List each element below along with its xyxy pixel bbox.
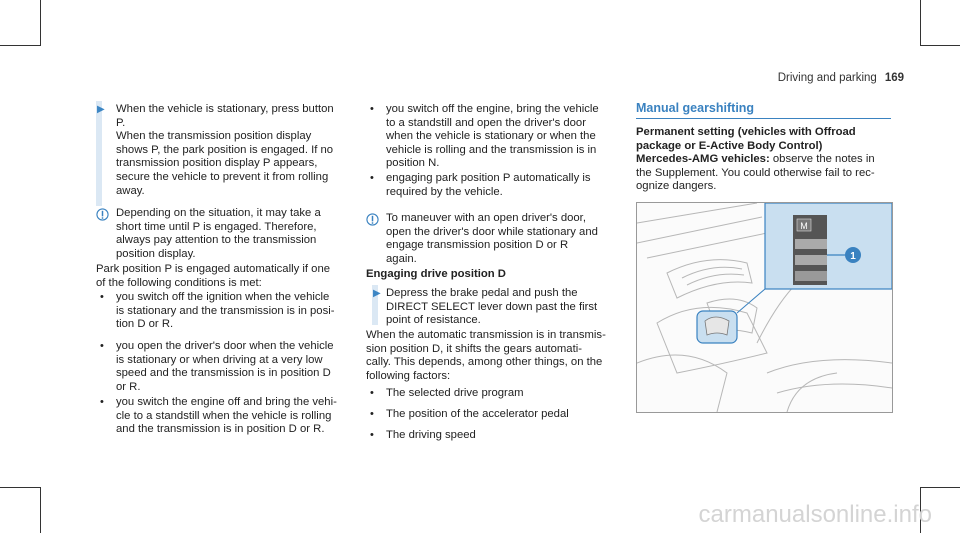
text-line: cle to a standstill when the vehicle is rolling — [116, 409, 332, 422]
bullet: • — [370, 172, 374, 184]
step-bar — [96, 101, 102, 206]
text-line: or R. — [116, 380, 141, 393]
list-item — [116, 396, 337, 437]
bullet: • — [100, 340, 104, 352]
text-line: engage transmission position D or R — [386, 239, 569, 252]
text-line: is stationary and the transmission is in posi- — [116, 304, 335, 317]
list-item — [386, 172, 591, 199]
text-line: sion position D, it shifts the gears automati- — [366, 342, 582, 355]
text-line: engaging park position P automatically is — [386, 172, 591, 184]
bullet: • — [370, 408, 374, 420]
text-line: When the transmission position display — [116, 130, 312, 143]
text-line: When the vehicle is stationary, press button — [116, 103, 334, 115]
section-name: Driving and parking — [777, 72, 877, 84]
text-line: always pay attention to the transmission — [116, 234, 317, 247]
text-line: cally. This depends, among other things, on the — [366, 356, 603, 369]
arrow-icon: ▶ — [97, 104, 105, 115]
list-item: The position of the accelerator pedal — [386, 408, 569, 420]
list-item — [386, 103, 599, 171]
callout-number: 1 — [850, 251, 856, 262]
text-line: is stationary or when driving at a very low — [116, 353, 323, 366]
bullet: • — [370, 387, 374, 399]
bold-line: Permanent setting (vehicles with Offroad — [636, 126, 856, 138]
text-line: position display. — [116, 247, 196, 260]
step-instruction — [386, 287, 597, 328]
bullet: • — [370, 429, 374, 441]
text-line: following factors: — [366, 369, 451, 382]
text-line: When the automatic transmission is in transmis- — [366, 329, 606, 341]
note-text — [386, 212, 598, 266]
bullet: • — [100, 291, 104, 303]
text-line: ognize dangers. — [636, 180, 717, 193]
text-line: the Supplement. You could otherwise fail to rec- — [636, 166, 875, 179]
bullet: • — [370, 103, 374, 115]
text-line: open the driver's door while stationary and — [386, 225, 598, 238]
text-line: short time until P is engaged. Therefore, — [116, 220, 317, 233]
text-line: you open the driver's door when the vehicle — [116, 340, 334, 352]
intro-paragraph — [96, 263, 330, 290]
text-line: of the following conditions is met: — [96, 276, 262, 289]
text-line: position N. — [386, 157, 440, 170]
info-icon — [96, 208, 109, 221]
text-line: you switch the engine off and bring the vehi- — [116, 396, 337, 408]
inset-button-label: M — [800, 221, 808, 231]
text-line: speed and the transmission is in position D — [116, 367, 331, 380]
list-item — [116, 291, 335, 332]
text-line: DIRECT SELECT lever down past the first — [386, 300, 598, 313]
text-line: To maneuver with an open driver's door, — [386, 212, 586, 224]
section-divider — [636, 118, 891, 119]
step-instruction — [116, 103, 334, 198]
text-line: secure the vehicle to prevent it from rolling — [116, 170, 329, 183]
paragraph — [366, 329, 606, 383]
page-number: 169 — [884, 72, 904, 84]
info-icon — [366, 213, 379, 226]
bold-line: Mercedes-AMG vehicles: — [636, 153, 770, 166]
subheading: Engaging drive position D — [366, 268, 506, 280]
paragraph — [636, 126, 875, 194]
text-line: when the vehicle is stationary or when the — [386, 130, 596, 143]
text-line: again. — [386, 252, 417, 265]
text-line: tion D or R. — [116, 318, 174, 331]
note-text — [116, 207, 321, 261]
text-line: shows P, the park position is engaged. If no — [116, 143, 334, 156]
inset-box — [765, 203, 892, 289]
text-run: observe the notes in — [769, 153, 875, 166]
text-line: to a standstill and open the driver's door — [386, 116, 586, 129]
text-line: you switch off the engine, bring the vehicle — [386, 103, 599, 115]
bullet: • — [100, 396, 104, 408]
list-item: The selected drive program — [386, 387, 524, 399]
figure-center-console — [636, 202, 893, 413]
arrow-icon: ▶ — [373, 288, 381, 299]
text-line: required by the vehicle. — [386, 185, 503, 198]
text-line: transmission position display P appears, — [116, 157, 318, 170]
text-line: you switch off the ignition when the vehicle — [116, 291, 330, 303]
text-line: Depending on the situation, it may take a — [116, 207, 321, 219]
text-line: and the transmission is in position D or R. — [116, 423, 325, 436]
text-line: P. — [116, 116, 126, 129]
text-line: Depress the brake pedal and push the — [386, 287, 578, 299]
list-item: The driving speed — [386, 429, 476, 441]
section-title: Manual gearshifting — [636, 101, 755, 115]
bold-line: package or E-Active Body Control) — [636, 139, 823, 152]
text-line: point of resistance. — [386, 314, 481, 327]
console-illustration — [637, 203, 892, 412]
list-item — [116, 340, 334, 394]
text-line: vehicle is rolling and the transmission is in — [386, 143, 597, 156]
watermark: carmanualsonline.info — [698, 501, 932, 528]
text-line: away. — [116, 184, 145, 197]
text-line: Park position P is engaged automatically if one — [96, 263, 331, 275]
running-header — [778, 72, 904, 84]
